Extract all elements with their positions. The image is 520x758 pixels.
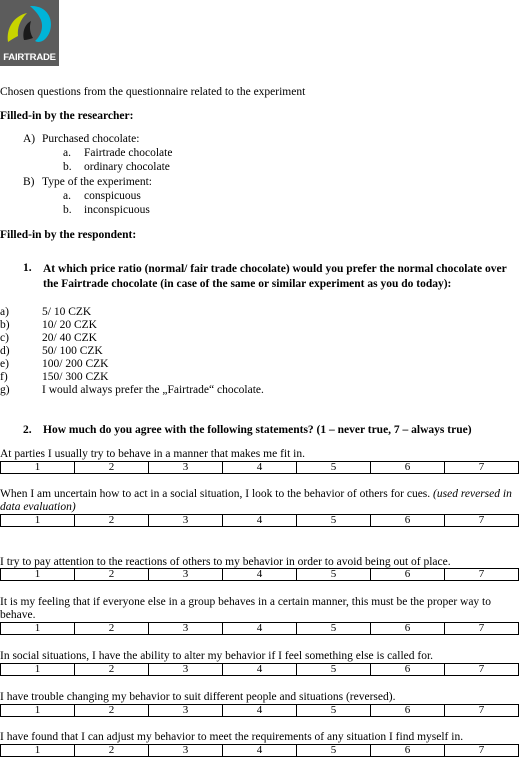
- scale-option[interactable]: 6: [370, 664, 444, 675]
- scale-option[interactable]: 1: [34, 568, 41, 580]
- item-a-label: A): [23, 133, 36, 145]
- question-text: How much do you agree with the following statements? (1 – never true, 7 – always true): [43, 424, 472, 436]
- scale-option[interactable]: 1: [34, 704, 41, 716]
- scale-option[interactable]: 7: [444, 623, 518, 634]
- scale-option[interactable]: 7: [444, 705, 518, 716]
- fairtrade-logo: [0, 0, 59, 66]
- scale-option[interactable]: 7: [444, 462, 518, 473]
- scale-option[interactable]: 5: [296, 515, 370, 526]
- sub-label: b.: [63, 204, 72, 216]
- scale-option[interactable]: 5: [296, 664, 370, 675]
- scale-option[interactable]: 4: [222, 664, 296, 675]
- question-text: At which price ratio (normal/ fair trade chocolate) would you prefer the normal chocolate over the Fairtrade chocolate (in case of the same or similar experiment as you do today):: [43, 263, 507, 290]
- option-text: 10/ 20 CZK: [42, 319, 97, 331]
- scale-option[interactable]: 6: [370, 569, 444, 580]
- researcher-heading: Filled-in by the researcher:: [0, 110, 134, 122]
- rating-scale: [0, 461, 519, 474]
- scale-option[interactable]: 1: [34, 744, 41, 756]
- scale-option[interactable]: 3: [148, 745, 222, 756]
- statement-6: I have trouble changing my behavior to suit different people and situations (reversed).: [0, 691, 396, 703]
- sub-text: conspicuous: [84, 190, 141, 202]
- scale-option[interactable]: 4: [222, 745, 296, 756]
- scale-option[interactable]: 2: [74, 664, 148, 675]
- rating-scale: [0, 663, 519, 676]
- sub-text: Fairtrade chocolate: [84, 147, 173, 159]
- option-label: f): [0, 371, 8, 383]
- scale-option[interactable]: 1: [34, 622, 41, 634]
- scale-option[interactable]: 1: [34, 663, 41, 675]
- scale-option[interactable]: 3: [148, 664, 222, 675]
- question-number: 1.: [23, 262, 32, 274]
- scale-option[interactable]: 3: [148, 515, 222, 526]
- option-label: g): [0, 384, 10, 396]
- scale-option[interactable]: 6: [370, 623, 444, 634]
- option-label: b): [0, 319, 10, 331]
- scale-option[interactable]: 6: [370, 705, 444, 716]
- scale-option[interactable]: 3: [148, 705, 222, 716]
- scale-option[interactable]: 4: [222, 623, 296, 634]
- scale-option[interactable]: 2: [74, 705, 148, 716]
- scale-option[interactable]: 2: [74, 569, 148, 580]
- scale-option[interactable]: 2: [74, 515, 148, 526]
- scale-option[interactable]: 4: [222, 705, 296, 716]
- rating-scale: [0, 744, 519, 757]
- scale-option[interactable]: 4: [222, 569, 296, 580]
- item-b-text: Type of the experiment:: [42, 176, 153, 188]
- statement-2: [0, 488, 514, 514]
- option-text: 20/ 40 CZK: [42, 332, 97, 344]
- statement-1: At parties I usually try to behave in a manner that makes me fit in.: [0, 448, 305, 460]
- scale-option[interactable]: 5: [296, 623, 370, 634]
- item-b-label: B): [23, 176, 35, 188]
- scale-option[interactable]: 5: [296, 705, 370, 716]
- statement-5: In social situations, I have the ability to alter my behavior if I feel something else is called for.: [0, 650, 434, 662]
- logo-text: FAIRTRADE: [3, 52, 56, 63]
- sub-text: inconspicuous: [84, 204, 150, 216]
- option-text: 5/ 10 CZK: [42, 306, 92, 318]
- scale-option[interactable]: 5: [296, 569, 370, 580]
- scale-option[interactable]: 3: [148, 623, 222, 634]
- sub-label: a.: [63, 190, 71, 202]
- option-label: a): [0, 306, 9, 318]
- statement-4: It is my feeling that if everyone else in a group behaves in a certain manner, this must be the proper way to behave.: [0, 596, 492, 621]
- scale-option[interactable]: 7: [444, 569, 518, 580]
- option-label: d): [0, 345, 10, 357]
- sub-label: a.: [63, 147, 71, 159]
- respondent-heading: Filled-in by the respondent:: [0, 229, 137, 241]
- fairtrade-mark-icon: [0, 0, 59, 52]
- scale-option[interactable]: 5: [296, 745, 370, 756]
- scale-option[interactable]: 7: [444, 515, 518, 526]
- option-label: c): [0, 332, 9, 344]
- rating-scale: [0, 704, 519, 717]
- scale-option[interactable]: 2: [74, 462, 148, 473]
- scale-option[interactable]: 2: [74, 623, 148, 634]
- option-label: e): [0, 358, 9, 370]
- option-text: 150/ 300 CZK: [42, 371, 109, 383]
- scale-option[interactable]: 4: [222, 462, 296, 473]
- item-a-text: Purchased chocolate:: [42, 133, 140, 145]
- scale-option[interactable]: 1: [34, 514, 41, 526]
- scale-option[interactable]: 2: [74, 745, 148, 756]
- scale-option[interactable]: 6: [370, 462, 444, 473]
- sub-text: ordinary chocolate: [84, 161, 170, 173]
- scale-option[interactable]: 7: [444, 664, 518, 675]
- statement-3: I try to pay attention to the reactions of others to my behavior in order to avoid being out of place.: [0, 556, 451, 568]
- option-text: I would always prefer the „Fairtrade“ chocolate.: [42, 384, 264, 396]
- option-text: 50/ 100 CZK: [42, 345, 103, 357]
- scale-option[interactable]: 4: [222, 515, 296, 526]
- rating-scale: [0, 622, 519, 635]
- scale-option[interactable]: 3: [148, 462, 222, 473]
- scale-option[interactable]: 5: [296, 462, 370, 473]
- rating-scale: [0, 568, 519, 581]
- scale-option[interactable]: 6: [370, 745, 444, 756]
- statement-text: When I am uncertain how to act in a social situation, I look to the behavior of others for cues.: [0, 488, 434, 500]
- statement-note: (used reversed in data evaluation): [0, 488, 512, 513]
- scale-option[interactable]: 6: [370, 515, 444, 526]
- scale-option[interactable]: 7: [444, 745, 518, 756]
- sub-label: b.: [63, 161, 72, 173]
- statement-7: I have found that I can adjust my behavior to meet the requirements of any situation I find myself in.: [0, 731, 464, 743]
- intro-text: Chosen questions from the questionnaire related to the experiment: [0, 86, 306, 98]
- scale-option[interactable]: 3: [148, 569, 222, 580]
- scale-option[interactable]: 1: [34, 461, 41, 473]
- option-text: 100/ 200 CZK: [42, 358, 109, 370]
- question-number: 2.: [23, 424, 32, 436]
- rating-scale: [0, 514, 519, 527]
